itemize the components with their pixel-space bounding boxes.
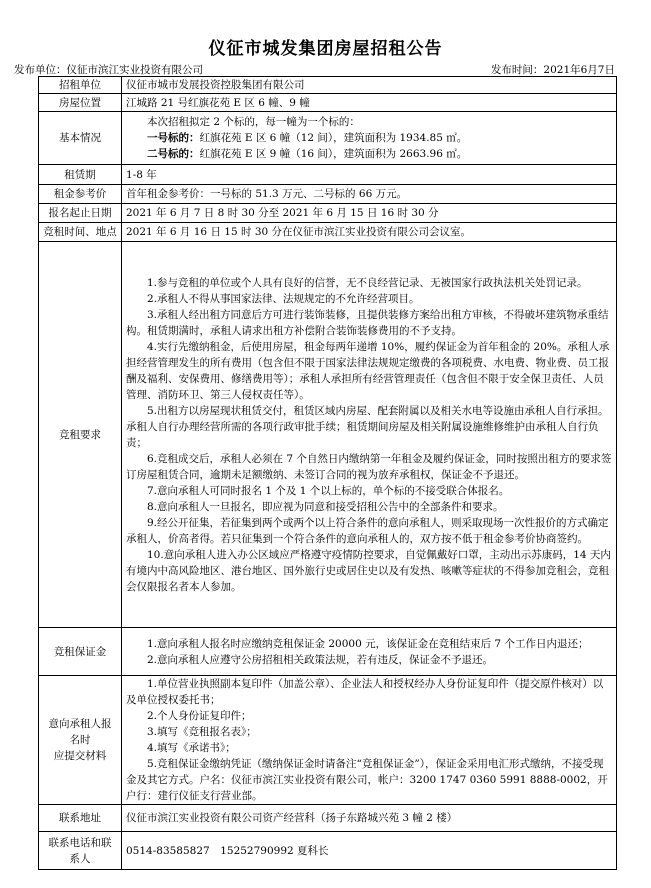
- row-materials: [39, 676, 617, 805]
- row-rent: [39, 185, 617, 204]
- value-requirements: [122, 242, 617, 628]
- value-term: 1-8 年: [122, 165, 617, 185]
- label-bid-time: 竞租时间、地点: [39, 223, 122, 242]
- label-materials: [39, 676, 122, 805]
- row-bid-time: [39, 223, 617, 242]
- label-materials-line: 意向承租人报: [48, 718, 112, 730]
- value-location: 江城路 21 号红旗花苑 E 区 6 幢、9 幢: [122, 94, 617, 112]
- requirement-item: 10.意向承租人进入办公区域应严格遵守疫情防控要求，自觉佩戴好口罩，主动出示苏康码，14 天内有境内中高风险地区、港台地区、国外旅行史或居住史以及有发热、咳嗽等症状的不得参加竞租会，竞租会仅限报名者本人参加。: [126, 548, 611, 593]
- label-materials-line: 名时: [69, 734, 91, 746]
- label-contact-phone-line: 系人: [69, 852, 91, 865]
- requirement-item: 1.参与竞租的单位或个人具有良好的信誉，无不良经营记录、无被国家行政执法机关处罚记录。: [147, 276, 588, 289]
- lot-1: [126, 130, 612, 146]
- requirement-item: 7.意向承租人可同时报名 1 个及 1 个以上标的，单个标的不接受联合体报名。: [147, 484, 510, 497]
- requirement-item: 4.实行先缴纳租金，后使用房屋，租金每两年递增 10%，履约保证金为首年租金的 20%。承租人承担经营管理发生的所有费用（包含但不限于国家法律法规规定缴费的各项税费、水电费、物业费、员工报酬及福利、安保费用、修缮费用等）；承租人承担所有经营管理责任（包含但不限于安全保卫责任、人员管理、消防环卫、第三人侵权责任等）。: [126, 340, 610, 401]
- lot-1-name: 一号标的：: [147, 132, 200, 144]
- label-location: 房屋位置: [39, 94, 122, 112]
- requirement-item: 3.承租人经出租方同意后方可进行装饰装修，且提供装修方案给出租方审核，不得破坏建筑物承重结构。租赁期满时，承租人请求出租方补偿附合装饰装修费用的不予支持。: [126, 308, 609, 337]
- row-signup: [39, 204, 617, 223]
- lot-2-text: 红旗花苑 E 区 9 幢（16 间），建筑面积为 2663.96 ㎡。: [199, 148, 468, 160]
- label-contact-phone-line: 联系电话和联: [48, 836, 112, 849]
- requirement-item: 6.竞租成交后，承租人必须在 7 个自然日内缴纳第一年租金及履约保证金，同时按照出租方的要求签订房屋租赁合同，逾期未足额缴纳、未签订合同的视为放弃承租权，保证金不予退还。: [126, 452, 612, 481]
- row-tender-unit: [39, 77, 617, 94]
- value-materials: [122, 676, 617, 805]
- material-item: 3.填写《竞租报名表》；: [147, 726, 257, 738]
- material-item: 4.填写《承诺书》；: [147, 742, 236, 754]
- label-basic-info: 基本情况: [39, 112, 122, 165]
- lot-2: [126, 146, 612, 162]
- publish-time: 发布时间：2021年6月7日: [490, 64, 615, 76]
- label-rent: 租金参考价: [39, 185, 122, 204]
- label-materials-line: 应提交材料: [53, 750, 107, 762]
- row-deposit: [39, 628, 617, 676]
- value-signup: 2021 年 6 月 7 日 8 时 30 分至 2021 年 6 月 15 日 16 时 30 分: [122, 204, 617, 223]
- label-contact-address: 联系地址: [39, 805, 122, 832]
- material-item: 5.竞租保证金缴纳凭证（缴纳保证金时请备注“竞租保证金”），保证金采用电汇形式缴纳，不接受现金及其它方式。户名：仪征市滨江实业投资有限公司，帐户：3200 1747 0360 5991 8888-0002，开户行：建行仪征支行营业部。: [126, 758, 608, 802]
- label-term: 租赁期: [39, 165, 122, 185]
- label-deposit: 竞租保证金: [39, 628, 122, 676]
- material-item: 2.个人身份证复印件；: [147, 710, 252, 722]
- value-basic-info: [122, 112, 617, 165]
- row-term: [39, 165, 617, 185]
- value-bid-time: 2021 年 6 月 16 日 15 时 30 分在仪征市滨江实业投资有限公司会议室。: [122, 223, 617, 242]
- requirement-item: 9.经公开征集，若征集到两个或两个以上符合条件的意向承租人，则采取现场一次性报价的方式确定承租人，价高者得。若只征集到一个符合条件的意向承租人的，双方按不低于租金参考价协商签约。: [126, 516, 609, 545]
- lot-2-name: 二号标的：: [147, 148, 200, 160]
- row-location: [39, 94, 617, 112]
- requirement-item: 8.意向承租人一旦报名，即应视为同意和接受招租公告中的全部条件和要求。: [147, 500, 504, 513]
- value-contact-address: 仪征市滨江实业投资有限公司资产经营科（扬子东路城兴苑 3 幢 2 楼）: [122, 805, 617, 832]
- row-contact-address: [39, 805, 617, 832]
- requirement-item: 2.承租人不得从事国家法律、法规规定的不允许经营项目。: [147, 292, 420, 305]
- basic-intro: 本次招租拟定 2 个标的，每一幢为一个标的：: [147, 116, 360, 128]
- value-contact-phone: 0514-83585827 15252790992 夏科长: [122, 832, 617, 870]
- label-requirements: 竞租要求: [39, 242, 122, 628]
- label-signup: 报名起止日期: [39, 204, 122, 223]
- label-contact-phone: [39, 832, 122, 870]
- row-requirements: [39, 242, 617, 628]
- page-title: 仪征市城发集团房屋招租公告: [208, 39, 443, 59]
- value-tender-unit: 仪征市城市发展投资控股集团有限公司: [122, 77, 617, 94]
- label-tender-unit: 招租单位: [39, 77, 122, 94]
- deposit-item: 2.意向承租人应遵守公房招租相关政策法规，若有违反，保证金不予退还。: [147, 653, 494, 666]
- announcement-table: [38, 76, 617, 870]
- value-rent: 首年租金参考价：一号标的 51.3 万元、二号标的 66 万元。: [122, 185, 617, 204]
- lot-1-text: 红旗花苑 E 区 6 幢（12 间），建筑面积为 1934.85 ㎡。: [199, 132, 468, 144]
- value-deposit: [122, 628, 617, 676]
- deposit-item: 1.意向承租人报名时应缴纳竞租保证金 20000 元，该保证金在竞租结束后 7 个工作日内退还；: [147, 637, 589, 650]
- row-contact-phone: [39, 832, 617, 870]
- requirement-item: 5.出租方以房屋现状租赁交付，租赁区域内房屋、配套附属以及相关水电等设施由承租人自行承担。承租人自行办理经营所需的各项行政审批手续；租赁期间房屋及相关附属设施维修维护由承租人自行负责；: [126, 404, 609, 449]
- row-basic-info: [39, 112, 617, 165]
- publisher-line: 发布单位：仪征市滨江实业投资有限公司: [14, 64, 203, 76]
- material-item: 1.单位营业执照副本复印件（加盖公章）、企业法人和授权经办人身份证复印件（提交原件核对）以及单位授权委托书；: [126, 678, 604, 706]
